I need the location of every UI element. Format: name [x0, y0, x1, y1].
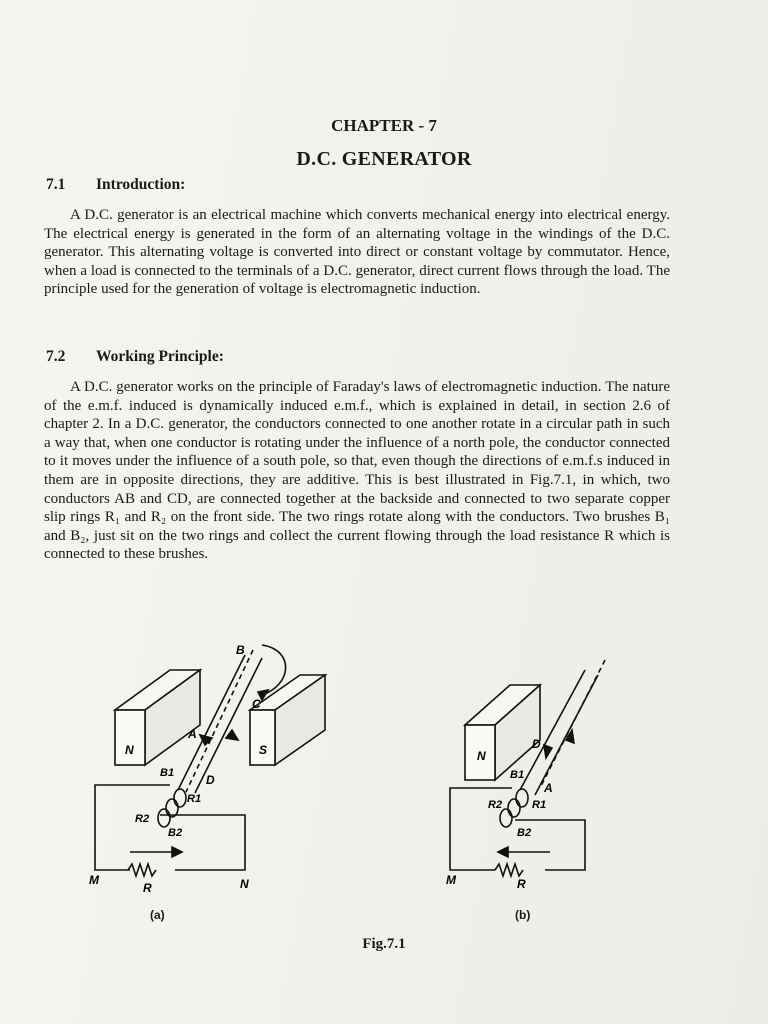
figure-caption: Fig.7.1 — [362, 936, 406, 952]
label-a-b: A — [544, 781, 553, 795]
paragraph-text: A D.C. generator is an electrical machine which converts mechanical energy into electrical energy. The electrical energy is generated in the form of an alternating voltage in the windings of the D.C. generator. This alternating voltage is converted into direct or constant voltage by commutator. Hence, when a load is connected to the terminals of a D.C. generator, direct current flows through the load. The principle used for the generation of voltage is electromagnetic induction. — [44, 207, 670, 298]
label-b: B — [236, 643, 245, 657]
label-r1-b: R1 — [532, 799, 547, 811]
intro-paragraph — [44, 206, 670, 299]
chapter-heading: CHAPTER - 7 — [331, 116, 437, 135]
section-title: Working Principle: — [96, 348, 224, 365]
chapter-title: D.C. GENERATOR — [296, 148, 472, 170]
label-m-b: M — [446, 873, 456, 887]
panel-a-label: (a) — [150, 908, 165, 922]
label-a: A — [188, 727, 197, 741]
label-b1-b: B1 — [510, 769, 525, 781]
label-b2: B2 — [168, 827, 183, 839]
label-b1: B1 — [160, 767, 175, 779]
pole-s-label-a: S — [259, 743, 268, 757]
label-r2: R2 — [135, 813, 150, 825]
section-number: 7.1 — [46, 176, 66, 193]
label-r-b: R — [517, 877, 526, 891]
paragraph-text: A D.C. generator works on the principle of Faraday's laws of electromagnetic induction. The nature of the e.m.f. induced is dynamically induced e.m.f., which is explained in detail, in section 2.6 of chapter 2. In a D.C. generator, the conductors connected to one another rotate in a circular path in such a way that, when one conductor is rotating under the influence of a north pole, the conductor connected to it moves under the influence of a south pole, so that, even though the directions of e.m.f.s induced in them are in opposite directions, they are additive. This is best illustrated in Fig.7.1, in which, two conductors AB and CD, are connected together at the backside and connected to two separate copper slip rings R₁ and R₂ on the front side. The two rings rotate along with the conductors. Two brushes B₁ and B₂, just sit on the two rings and collect the current flowing through the load resistance R which is connected to these brushes. — [44, 379, 670, 563]
label-n: N — [240, 877, 249, 891]
section-heading-principle — [46, 348, 224, 366]
label-b2-b: B2 — [517, 827, 532, 839]
figure-7-1 — [0, 630, 768, 960]
label-c: C — [252, 697, 261, 711]
north-pole-block-b — [465, 685, 540, 780]
pole-n-label-b: N — [477, 749, 486, 763]
label-d: D — [206, 773, 215, 787]
section-heading-intro — [46, 176, 185, 194]
section-number: 7.2 — [46, 348, 66, 365]
label-r2-b: R2 — [488, 799, 503, 811]
generator-diagram — [0, 630, 768, 960]
label-r1: R1 — [187, 793, 202, 805]
pole-n-label-a: N — [125, 743, 134, 757]
label-r: R — [143, 881, 152, 895]
panel-b-label: (b) — [515, 908, 531, 922]
label-m: M — [89, 873, 99, 887]
principle-paragraph — [44, 378, 670, 564]
section-title: Introduction: — [96, 176, 186, 193]
label-d-b: D — [532, 737, 541, 751]
